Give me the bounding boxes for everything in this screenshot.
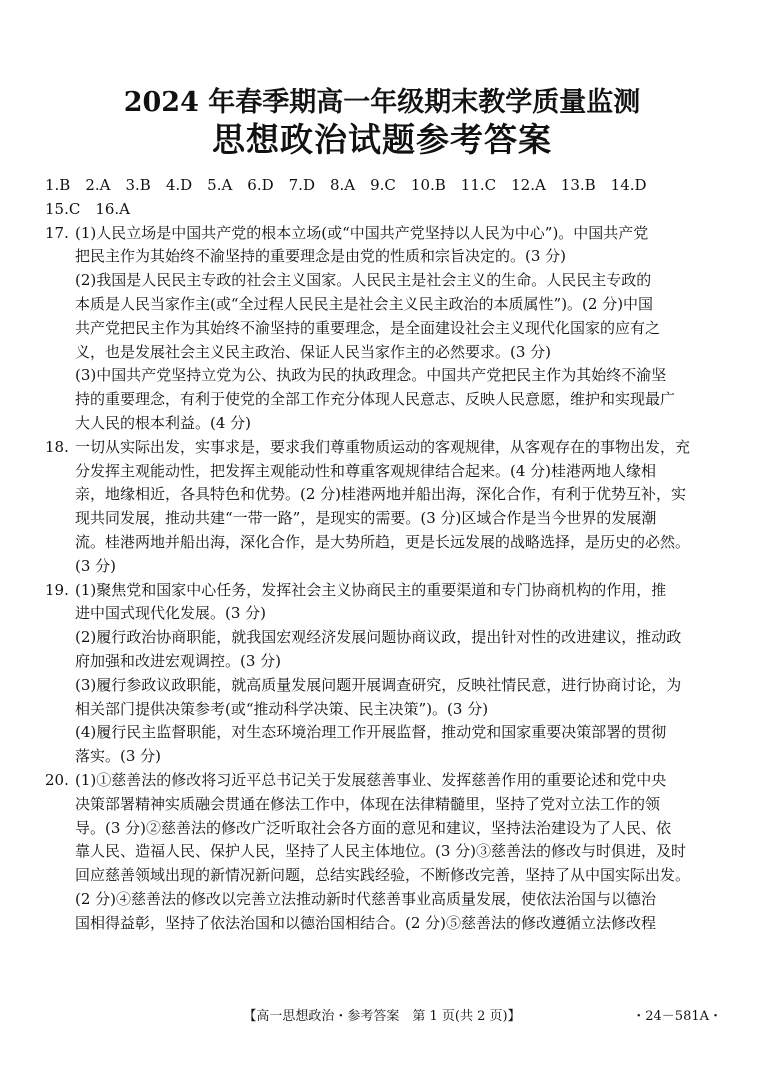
- footer-label: 【高一思想政治・参考答案 第 1 页(共 2 页)】: [243, 1009, 521, 1024]
- q20-line: 回应慈善领域出现的新情况新问题，总结实践经验，不断修改完善，坚持了从中国实际出发。: [75, 866, 691, 885]
- q19-line: (4)履行民主监督职能，对生态环境治理工作开展监督，推动党和国家重要决策部署的贯彻: [75, 723, 667, 742]
- q18-line: (3 分): [75, 556, 117, 575]
- q17-line: (2)我国是人民民主专政的社会主义国家。人民民主是社会主义的生命。人民民主专政的: [75, 271, 652, 290]
- q20-line: 靠人民、造福人民、保护人民，坚持了人民主体地位。(3 分)③慈善法的修改与时俱进，及时: [75, 842, 687, 861]
- page-footer: [0, 1005, 764, 1029]
- q20-line: 决策部署精神实质融会贯通在修法工作中，体现在法律精髓里，坚持了党对立法工作的领: [75, 794, 661, 813]
- q20-line: 国相得益彰，坚持了依法治国和以德治国相结合。(2 分)⑤慈善法的修改遵循立法修改程: [75, 913, 657, 932]
- q17-line: 持的重要理念，有利于使党的全部工作充分体现人民意志、反映人民意愿，维护和实现最广: [75, 390, 676, 409]
- q17-line: 义，也是发展社会主义民主政治、保证人民当家作主的必然要求。(3 分): [75, 342, 552, 361]
- q20-line: (2 分)④慈善法的修改以完善立法推动新时代慈善事业高质量发展，使依法治国与以德治: [75, 889, 657, 908]
- answer-content: [45, 174, 721, 936]
- q19-line: 相关部门提供决策参考(或“推动科学决策、民主决策”)。(3 分): [75, 699, 489, 718]
- q19-line: (3)履行参政议政职能，就高质量发展问题开展调查研究，反映社情民意，进行协商讨论，为: [75, 675, 682, 694]
- q20-line: 导。(3 分)②慈善法的修改广泛听取社会各方面的意见和建议，坚持法治建设为了人民、依: [75, 818, 672, 837]
- footer-code: ・24－581A・: [632, 1009, 722, 1024]
- q19-line: (2)履行政治协商职能，就我国宏观经济发展问题协商议政，提出针对性的改进建议，推动政: [75, 628, 682, 647]
- q17-line: 本质是人民当家作主(或“全过程人民民主是社会主义民主政治的本质属性”)。(2 分)中国: [75, 294, 654, 313]
- answer-text: (1)聚焦党和国家中心任务，发挥社会主义协商民主的重要渠道和专门协商机构的作用，推: [75, 580, 667, 599]
- answer-text: (1)人民立场是中国共产党的根本立场(或“中国共产党坚持以人民为中心”)。中国共产党: [75, 223, 649, 242]
- q19-line: 进中国式现代化发展。(3 分): [75, 604, 267, 623]
- answer-text: (1)①慈善法的修改将习近平总书记关于发展慈善事业、发挥慈善作用的重要论述和党中央: [75, 770, 667, 789]
- q20-line: [45, 769, 721, 793]
- q17-line: (3)中国共产党坚持立党为公、执政为民的执政理念。中国共产党把民主作为其始终不渝坚: [75, 366, 667, 385]
- exam-title: 2024 年春季期高一年级期末教学质量监测: [123, 87, 641, 118]
- q17-line: [45, 222, 721, 246]
- q18-line: 流。桂港两地并船出海，深化合作，是大势所趋，更是长远发展的战略选择，是历史的必然。: [75, 532, 691, 551]
- q19-line: 落实。(3 分): [75, 747, 162, 766]
- question-17-block: [45, 222, 721, 436]
- choice-answers-line-1: 1.B 2.A 3.B 4.D 5.A 6.D 7.D 8.A 9.C 10.B 11.C 12.A 13.B 14.D: [45, 176, 647, 194]
- question-20-block: [45, 769, 721, 936]
- choice-answers-line-2: 15.C 16.A: [45, 199, 131, 218]
- question-19-block: [45, 579, 721, 769]
- q17-line: 把民主作为其始终不渝坚持的重要理念是由党的性质和宗旨决定的。(3 分): [75, 247, 567, 266]
- question-number: 19.: [45, 580, 69, 599]
- q18-line: 现共同发展，推动共建“一带一路”，是现实的需要。(3 分)区域合作是当今世界的发展潮: [75, 509, 657, 528]
- question-number: 17.: [45, 223, 69, 242]
- answer-text: 一切从实际出发，实事求是，要求我们尊重物质运动的客观规律，从客观存在的事物出发，充: [75, 437, 691, 456]
- q17-line: 共产党把民主作为其始终不渝坚持的重要理念，是全面建设社会主义现代化国家的应有之: [75, 318, 661, 337]
- q17-line: 大人民的根本利益。(4 分): [75, 413, 252, 432]
- q18-line: [45, 436, 721, 460]
- question-18-block: [45, 436, 721, 579]
- question-number: 18.: [45, 437, 69, 456]
- question-number: 20.: [45, 770, 69, 789]
- q19-line: 府加强和改进宏观调控。(3 分): [75, 651, 282, 670]
- q18-line: 分发挥主观能动性，把发挥主观能动性和尊重客观规律结合起来。(4 分)桂港两地人缘相: [75, 461, 657, 480]
- q18-line: 亲，地缘相近，各具特色和优势。(2 分)桂港两地并船出海，深化合作，有利于优势互补，实: [75, 485, 687, 504]
- document-subtitle: 思想政治试题参考答案: [212, 120, 552, 159]
- q19-line: [45, 579, 721, 603]
